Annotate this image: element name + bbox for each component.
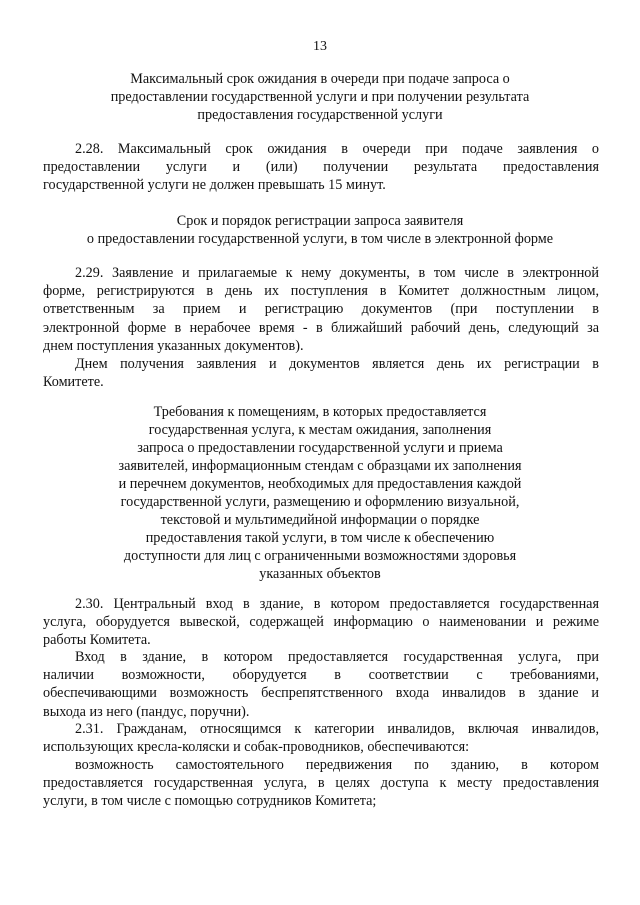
paragraph-2-28 [43, 140, 599, 195]
paragraph-entrance [43, 648, 599, 721]
heading-line: предоставлении государственной услуги и при получении результата [110, 89, 530, 105]
paragraph-line: выхода из него (пандус, поручни). [43, 703, 250, 720]
paragraph-line: электронной форме в нерабочее время - в ближайший рабочий день, следующий за [43, 319, 599, 336]
paragraph-line: 2.29. Заявление и прилагаемые к нему документы, в том числе в электронной [75, 265, 599, 281]
heading-line: доступности для лиц с ограниченными возможностями здоровья [123, 548, 517, 564]
paragraph-line: наличии возможности, оборудуется в соответствии с требованиями, [43, 667, 599, 684]
heading-line: текстовой и мультимедийной информации о порядке [160, 512, 480, 528]
paragraph-line: услуги, в том числе с помощью сотрудников Комитета; [43, 793, 377, 810]
section-heading-premises-requirements [40, 403, 600, 583]
paragraph-line: обеспечивающими возможность беспрепятственного входа инвалидов в здание и [43, 685, 599, 702]
paragraph-line: возможность самостоятельного передвижения по зданию, в котором [75, 757, 599, 773]
paragraph-independent-mobility [43, 756, 599, 811]
heading-line: заявителей, информационным стендам с образцами их заполнения [118, 458, 522, 474]
page-number: 13 [313, 39, 327, 54]
heading-line: предоставления такой услуги, в том числе к обеспечению [145, 530, 495, 546]
heading-line: Максимальный срок ожидания в очереди при подаче запроса о [130, 71, 510, 87]
heading-line: предоставления государственной услуги [197, 107, 443, 123]
heading-line: государственной услуги, размещению и оформлению визуальной, [120, 494, 520, 510]
heading-line: указанных объектов [259, 566, 381, 582]
paragraph-line: государственной услуги не должен превышать 15 минут. [43, 177, 386, 194]
paragraph-line: предоставлении услуги и (или) получении результата предоставления [43, 159, 599, 176]
paragraph-line: 2.31. Гражданам, относящимся к категории инвалидов, включая инвалидов, [75, 721, 599, 737]
heading-line: государственная услуга, к местам ожидания, заполнения [148, 422, 492, 438]
paragraph-line: услуга, оборудуется вывеской, содержащей информацию о наименовании и режиме [43, 614, 599, 631]
paragraph-line: Комитете. [43, 374, 104, 391]
paragraph-line: форме, регистрируются в день их поступления в Комитет должностным лицом, [43, 283, 599, 300]
paragraph-line: использующих кресла-коляски и собак-проводников, обеспечиваются: [43, 739, 470, 756]
paragraph-2-31 [43, 720, 599, 756]
section-heading-max-waiting-time [40, 70, 600, 124]
paragraph-line: ответственным за прием и регистрацию документов (при поступлении в [43, 301, 599, 318]
paragraph-line: Вход в здание, в котором предоставляется государственная услуга, при [75, 649, 599, 665]
paragraph-registration-day [43, 355, 599, 391]
paragraph-line: 2.30. Центральный вход в здание, в котором предоставляется государственная [75, 596, 599, 612]
heading-line: и перечнем документов, необходимых для предоставления каждой [118, 476, 522, 492]
paragraph-line: Днем получения заявления и документов является день их регистрации в [75, 356, 599, 372]
heading-line: Срок и порядок регистрации запроса заявителя [176, 213, 464, 229]
paragraph-line: работы Комитета. [43, 632, 151, 649]
heading-line: о предоставлении государственной услуги, в том числе в электронной форме [86, 231, 554, 247]
heading-line: запроса о предоставлении государственной услуги и приема [137, 440, 503, 456]
paragraph-2-29 [43, 264, 599, 355]
section-heading-registration [40, 212, 600, 248]
paragraph-2-30 [43, 595, 599, 650]
paragraph-line: днем поступления указанных документов). [43, 337, 304, 354]
heading-line: Требования к помещениям, в которых предоставляется [153, 404, 487, 420]
paragraph-line: 2.28. Максимальный срок ожидания в очереди при подаче заявления о [75, 141, 599, 157]
paragraph-line: предоставляется государственная услуга, в целях доступа к месту предоставления [43, 775, 599, 792]
